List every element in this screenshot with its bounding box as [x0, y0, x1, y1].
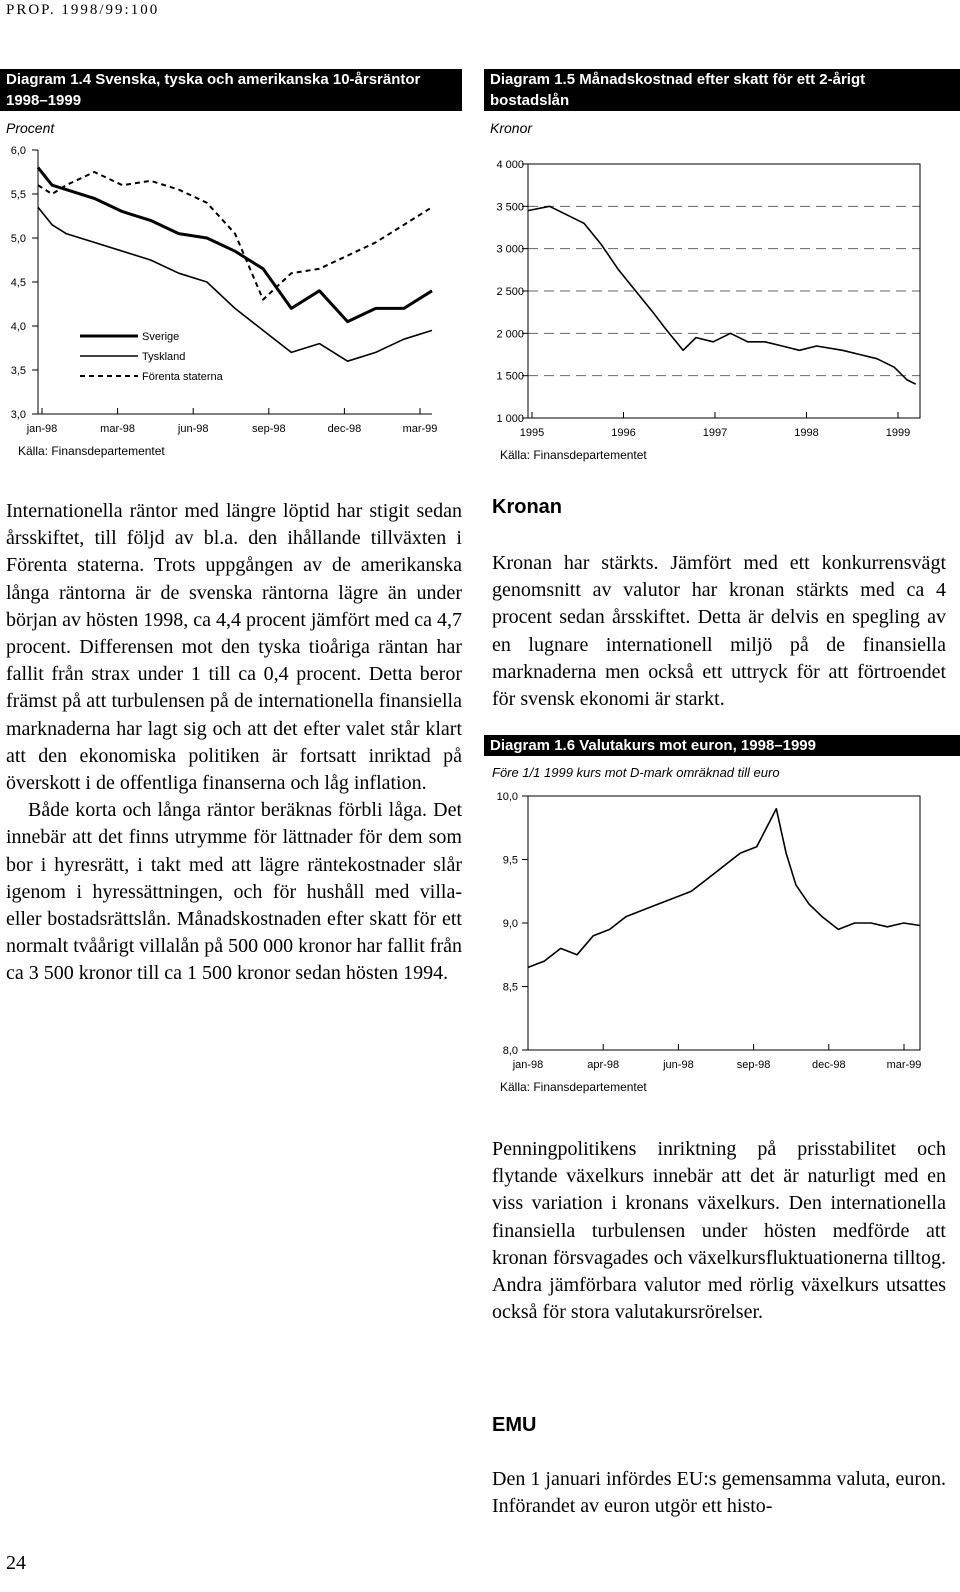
y-tick-label: 10,0 — [496, 791, 518, 803]
x-tick-label: jan-98 — [512, 1059, 544, 1071]
x-tick-label: apr-98 — [587, 1059, 620, 1071]
y-tick-label: 3 500 — [496, 201, 524, 214]
y-tick-label: 2 000 — [496, 328, 524, 341]
diagram-1-4-title-line1: Diagram 1.4 Svenska, tyska och amerikanska 10-årsräntor — [6, 71, 421, 88]
x-tick-label: jan-98 — [26, 423, 58, 435]
legend-label: Sverige — [142, 331, 180, 343]
diagram-1-4-title-line2: 1998–1999 — [6, 92, 82, 109]
diagram-1-6-unit: Före 1/1 1999 kurs mot D-mark omräknad till euro — [492, 765, 780, 780]
left-column-text — [6, 498, 462, 988]
x-tick-label: 1995 — [519, 427, 545, 439]
y-tick-label: 5,0 — [10, 233, 26, 245]
diagram-1-5-chart — [484, 150, 960, 446]
y-tick-label: 4,0 — [10, 321, 26, 333]
y-tick-label: 2 500 — [496, 286, 524, 298]
y-tick-label: 1 000 — [496, 413, 524, 425]
diagram-1-4-title — [0, 69, 462, 111]
y-tick-label: 3,0 — [10, 409, 26, 421]
series-line-tyskland — [38, 207, 432, 361]
page-number: 24 — [6, 1552, 26, 1574]
section-heading-kronan: Kronan — [492, 496, 562, 518]
x-tick-label: dec-98 — [327, 423, 362, 435]
y-tick-label: 4 000 — [496, 159, 524, 171]
x-tick-label: mar-99 — [886, 1059, 922, 1071]
diagram-1-4-unit: Procent — [6, 120, 55, 136]
kronan-paragraph-2: Penningpolitikens inriktning på prisstabilitet och flytande växelkurs innebär att det är naturligt med en viss variation i kronans växelkurs. Den internationella finansiella turbulensen under hösten medförde att kronan försvagades och växelkursfluktuationerna tilltog. Andra jämförbara valutor med rörlig växelkurs utsattes också för stora valutakursrörelser. — [492, 1138, 946, 1324]
x-tick-label: dec-98 — [811, 1059, 846, 1071]
diagram-1-4-source: Källa: Finansdepartementet — [18, 444, 165, 458]
emu-paragraph: Den 1 januari infördes EU:s gemensamma valuta, euron. Införandet av euron utgör ett histo- — [492, 1468, 946, 1518]
x-tick-label: jun-98 — [177, 423, 209, 435]
y-tick-label: 3,5 — [10, 365, 26, 377]
x-tick-label: sep-98 — [736, 1059, 771, 1071]
paragraph: Både korta och långa räntor beräknas förbli låga. Det innebär att det finns utrymme för lättnader för dem som bor i hyresrätt, i takt med att lägre räntekostnader slår igenom i hyressättningen, och för hushåll med villa- eller bostadsrättslån. Månadskostnaden efter skatt för ett normalt tvåårigt villalån på 500 000 kronor har fallit från ca 3 500 kronor till ca 1 500 kronor sedan hösten 1994. — [6, 799, 462, 985]
diagram-1-5-title-line1: Diagram 1.5 Månadskostnad efter skatt för ett 2-årigt — [490, 71, 866, 88]
running-head: PROP. 1998/99:100 — [6, 2, 160, 18]
section-heading-emu: EMU — [492, 1414, 537, 1436]
diagram-1-6-chart — [484, 782, 960, 1078]
y-tick-label: 6,0 — [10, 145, 26, 157]
legend-label: Tyskland — [142, 351, 186, 363]
y-tick-label: 3 000 — [496, 243, 524, 256]
diagram-1-5-source: Källa: Finansdepartementet — [500, 448, 647, 462]
paragraph: Internationella räntor med längre löptid har stigit sedan årsskiftet, till följd av bl.a. den ihållande tillväxten i Förenta staterna. Trots uppgången av de amerikanska långa räntorna är de svenska räntorna lägre än under början av hösten 1998, ca 4,4 procent jämfört med ca 4,7 procent. Differensen mot den tyska tioåriga räntan har fallit från strax under 1 till ca 0,4 procent. Detta beror främst på att turbulensen på de internationella finansiella marknaderna har lagt sig och att det efter valet står klart att den ekonomiska politiken är fortsatt inriktad på överskott i de offentliga finanserna och låg inflation. — [6, 500, 462, 795]
x-tick-label: 1997 — [702, 427, 728, 439]
y-tick-label: 9,0 — [502, 918, 518, 930]
diagram-1-5-unit: Kronor — [490, 120, 533, 136]
x-tick-label: mar-98 — [100, 423, 136, 435]
legend-label: Förenta staterna — [142, 371, 223, 383]
x-tick-label: jun-98 — [663, 1059, 694, 1071]
diagram-1-5-title — [484, 69, 960, 111]
x-tick-label: 1999 — [885, 427, 911, 439]
diagram-1-6-title: Diagram 1.6 Valutakurs mot euron, 1998–1999 — [484, 735, 960, 756]
x-tick-label: 1998 — [794, 427, 819, 439]
x-tick-label: mar-99 — [402, 423, 438, 435]
y-tick-label: 1 500 — [496, 370, 524, 383]
diagram-1-5-title-line2: bostadslån — [490, 92, 570, 109]
kronan-paragraph-1: Kronan har stärkts. Jämfört med ett konkurrensvägt genomsnitt av valutor har kronan stärkts med ca 4 procent sedan årsskiftet. Detta är delvis en spegling av en lugnare internationell miljö på de finansiella marknaderna men också ett uttryck för att förtroendet för svensk ekonomi är starkt. — [492, 552, 946, 711]
diagram-1-4-chart — [0, 138, 462, 440]
series-line-0 — [528, 809, 920, 968]
x-tick-label: sep-98 — [251, 423, 286, 435]
series-line-förenta-staterna — [38, 172, 432, 300]
y-tick-label: 5,5 — [10, 189, 26, 201]
series-line-0 — [528, 206, 916, 384]
y-tick-label: 4,5 — [10, 277, 26, 289]
y-tick-label: 8,0 — [502, 1045, 518, 1057]
y-tick-label: 9,5 — [502, 854, 518, 867]
diagram-1-6-source: Källa: Finansdepartementet — [500, 1080, 647, 1094]
y-tick-label: 8,5 — [502, 981, 518, 994]
x-tick-label: 1996 — [611, 427, 636, 439]
